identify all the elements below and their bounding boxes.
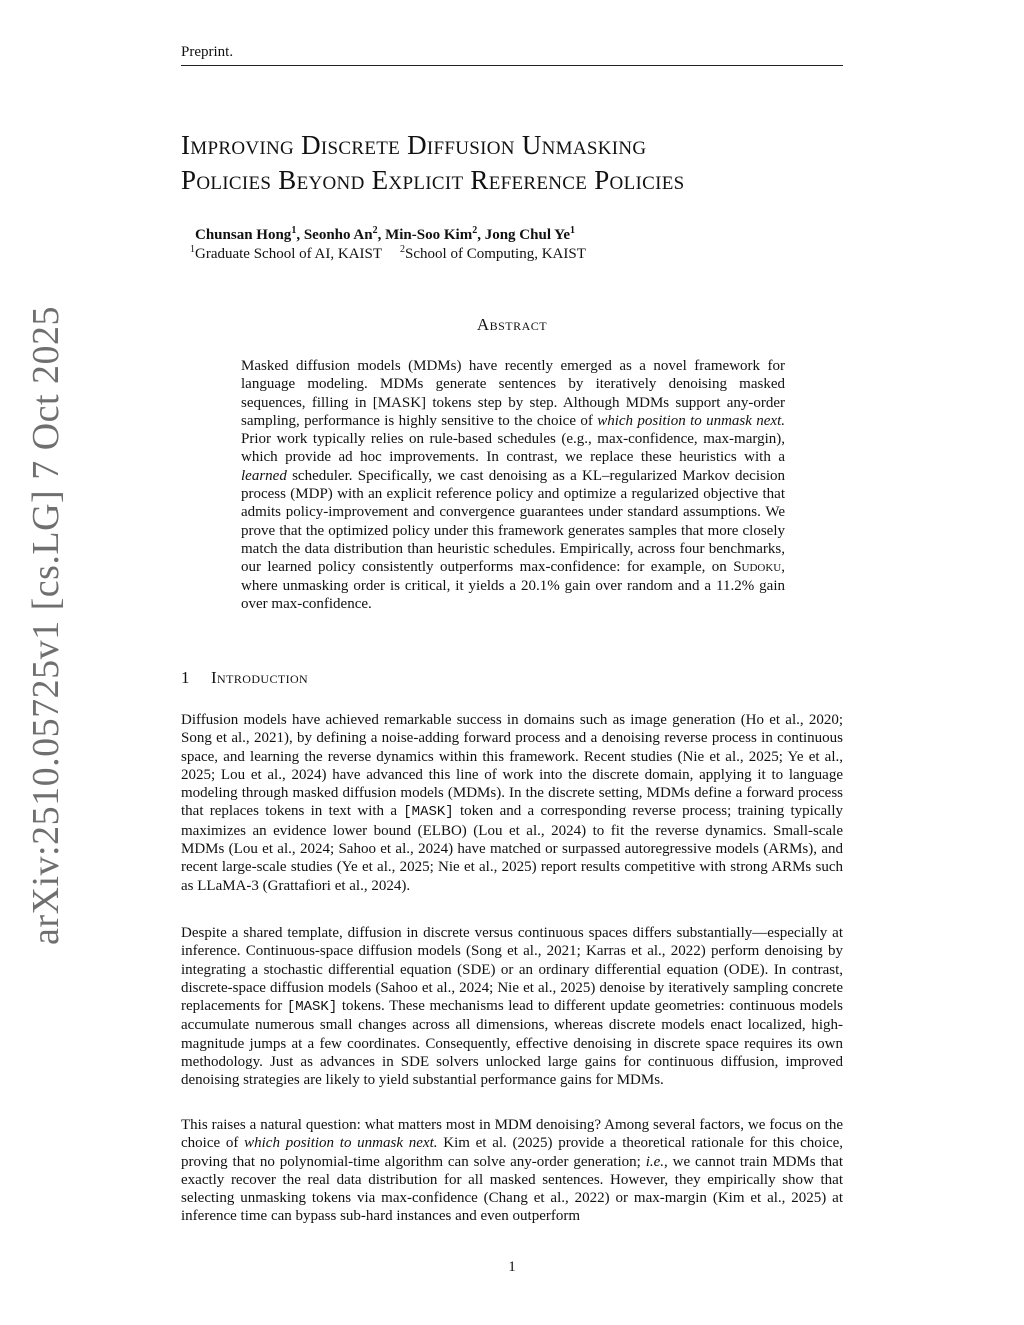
abstract-body	[241, 357, 785, 613]
paragraph-text: , we cannot train MDMs that exactly recover the real data distribution for all masked sentences. However, they empirically show that selecting unmasking tokens via max-confidence (Chang et al., 2022) or max-margin (Kim et al., 2025) at inference time can bypass sub-hard instances and even outperform	[181, 1153, 843, 1225]
paragraph-text: This raises a natural question: what matters most in MDM denoising? Among several factors, we focus on the choice of	[181, 1117, 843, 1152]
abstract-heading: Abstract	[476, 315, 548, 334]
affil-mark: 1	[190, 244, 195, 255]
paragraph-text: Diffusion models have achieved remarkable success in domains such as image generation (Ho et al., 2020; Song et al., 2021), by defining a noise-adding forward process and a denoising reverse process in continuous space, and learning the reverse dynamics within this framework. Recent studies (Nie et al., 2025; Ye et al., 2025; Lou et al., 2024) have advanced this line of work into the discrete domain, applying it to language modeling through masked diffusion models (MDMs). In the discrete setting, MDMs define a forward process that replaces tokens in text with a	[181, 712, 843, 820]
intro-paragraph-1	[181, 711, 843, 895]
author-affil-mark: 1	[570, 225, 576, 236]
intro-paragraph-2	[181, 924, 843, 1090]
title-line-1: Improving Discrete Diffusion Unmasking	[181, 130, 647, 160]
affiliations	[190, 246, 586, 263]
author-separator: ,	[296, 227, 304, 243]
author-name: Chunsan Hong	[195, 227, 292, 243]
abstract-emphasis: learned	[241, 467, 287, 484]
author-separator: ,	[477, 227, 485, 243]
paragraph-emphasis: i.e.	[645, 1153, 665, 1170]
paragraph-text: tokens. These mechanisms lead to different update geometries: continuous models accumulate numerous small changes across all dimensions, whereas discrete models enact localized, high-magnitude jumps at a few coordinates. Consequently, effective denoising in discrete space requires its own methodology. Just as advances in SDE solvers unlocked large gains for continuous diffusion, improved denoising strategies are likely to yield substantial performance gains for MDMs.	[181, 998, 843, 1089]
author-affil-mark: 1	[291, 225, 297, 236]
affil-mark: 2	[400, 244, 406, 255]
author-name: Jong Chul Ye	[484, 227, 571, 243]
mask-token: [MASK]	[286, 999, 338, 1016]
running-header: Preprint.	[181, 44, 234, 60]
author-name: Seonho An	[303, 227, 373, 243]
abstract-text: Prior work typically relies on rule-based schedules (e.g., max-confidence, max-margin), which provide ad hoc improvements. In contrast, we replace these heuristics with a	[241, 431, 785, 466]
paragraph-emphasis: which position to unmask next.	[244, 1135, 438, 1152]
arxiv-side-stamp: arXiv:2510.05725v1 [cs.LG] 7 Oct 2025	[25, 305, 67, 945]
author-list	[195, 227, 575, 244]
mask-token: [MASK]	[403, 804, 454, 821]
affiliation-2: School of Computing, KAIST	[405, 246, 586, 262]
section-heading-introduction	[181, 668, 308, 688]
page-number: 1	[508, 1259, 516, 1275]
title-line-2: Policies Beyond Explicit Reference Policies	[181, 165, 685, 195]
affiliation-1: Graduate School of AI, KAIST	[195, 246, 383, 262]
author-affil-mark: 2	[472, 225, 478, 236]
header-rule	[181, 65, 843, 66]
author-name: Min-Soo Kim	[385, 227, 473, 243]
paragraph-text: token and a corresponding reverse process; training typically maximizes an evidence lower bound (ELBO) (Lou et al., 2024) to fit the reverse dynamics. Small-scale MDMs (Lou et al., 2024; Sahoo et al., 2024) have matched or surpassed autoregressive models (ARMs), and recent large-scale studies (Ye et al., 2025; Nie et al., 2025) report results competitive with strong ARMs such as LLaMA-3 (Grattafiori et al., 2024).	[181, 803, 843, 894]
abstract-text: Masked diffusion models (MDMs) have recently emerged as a novel framework for language modeling. MDMs generate sentences by iteratively denoising masked sequences, filling in [MASK] tokens step by step. Although MDMs support any-order sampling, performance is highly sensitive to the choice of	[241, 358, 785, 429]
intro-paragraph-3	[181, 1116, 843, 1226]
abstract-text: , where unmasking order is critical, it yields a 20.1% gain over random and a 11.2% gain over max-confidence.	[241, 559, 785, 612]
section-title: Introduction	[211, 668, 309, 687]
paper-title	[181, 128, 881, 198]
paragraph-text: Kim et al. (2025) provide a theoretical rationale for this choice, proving that no polynomial-time algorithm can solve any-order generation;	[181, 1135, 844, 1170]
paragraph-text: Despite a shared template, diffusion in discrete versus continuous spaces differs substantially—especially at inference. Continuous-space diffusion models (Song et al., 2021; Karras et al., 2022) perform denoising by integrating a stochastic differential equation (SDE) or an ordinary differential equation (ODE). In contrast, discrete-space diffusion models (Sahoo et al., 2024; Nie et al., 2025) denoise by iteratively sampling concrete replacements for	[181, 925, 843, 1015]
abstract-emphasis: which position to unmask next.	[597, 412, 785, 429]
author-affil-mark: 2	[372, 225, 378, 236]
section-number: 1	[181, 668, 190, 687]
abstract-text: scheduler. Specifically, we cast denoising as a KL–regularized Markov decision process (MDP) with an explicit reference policy and optimize a regularized objective that admits policy-improvement and convergence guarantees under standard assumptions. We prove that the optimized policy under this framework generates samples that more closely match the data distribution than heuristic schedules. Empirically, across four benchmarks, our learned policy consistently outperforms max-confidence: for example, on	[241, 467, 785, 576]
author-separator: ,	[377, 227, 386, 243]
abstract-smallcaps: Sudoku	[733, 559, 782, 576]
